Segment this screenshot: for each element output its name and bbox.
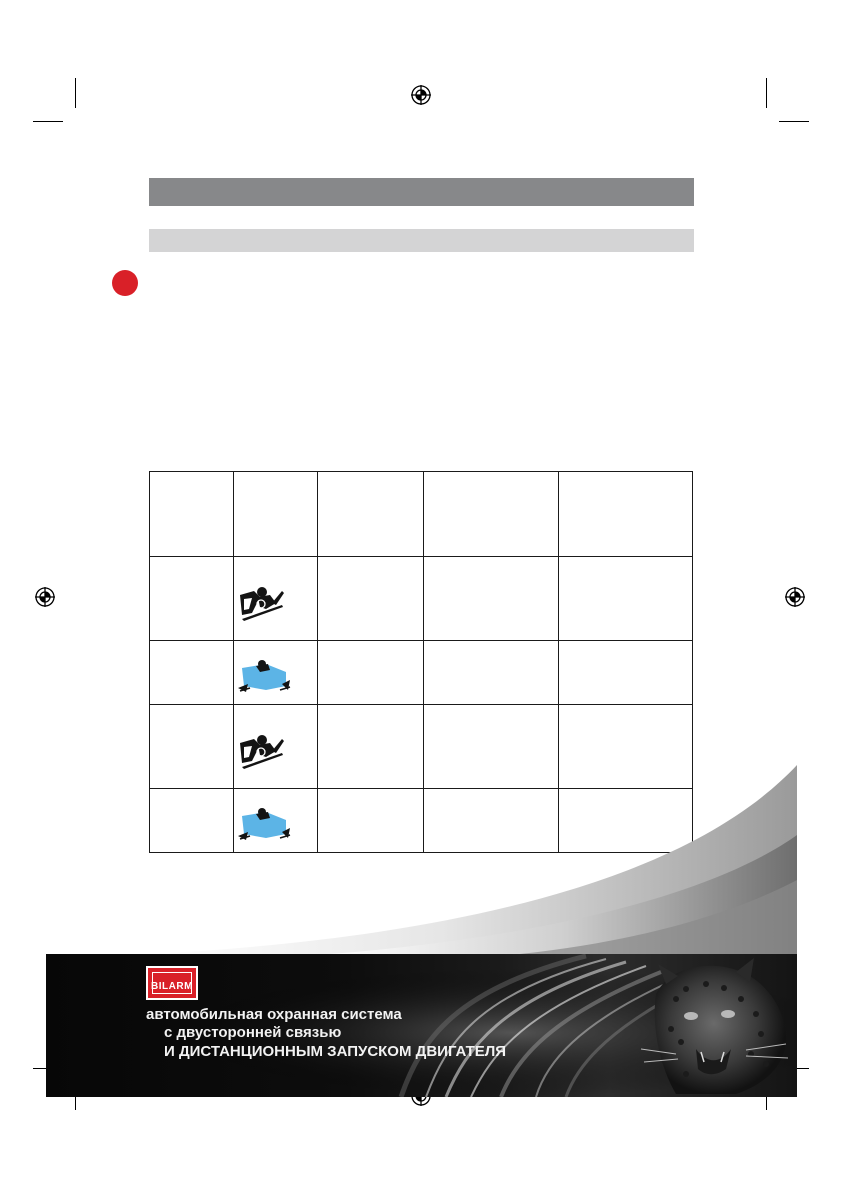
logo-text: BILARM	[151, 981, 193, 992]
table-header-cell	[559, 472, 693, 557]
table-cell	[150, 641, 234, 705]
tagline-line-2: с двусторонней связью	[164, 1024, 342, 1041]
table-row	[150, 557, 693, 641]
table-header-cell	[424, 472, 559, 557]
table-header-row	[150, 472, 693, 557]
section-header-bar	[149, 178, 694, 206]
table-header-cell	[150, 472, 234, 557]
registration-mark-icon	[784, 586, 806, 608]
registration-mark-icon	[34, 586, 56, 608]
table-cell	[559, 641, 693, 705]
warning-bullet-icon	[112, 270, 138, 296]
car-thief-icon	[236, 583, 288, 623]
table-header-cell	[234, 472, 318, 557]
tagline-line-3: И ДИСТАНЦИОННЫМ ЗАПУСКОМ ДВИГАТЕЛЯ	[164, 1043, 507, 1060]
table-cell	[318, 641, 424, 705]
table-cell	[318, 557, 424, 641]
tagline-line-1: автомобильная охранная система	[146, 1006, 402, 1023]
table-cell	[424, 557, 559, 641]
brand-banner	[46, 954, 797, 1097]
decorative-swoosh	[0, 740, 842, 960]
table-cell	[234, 641, 318, 705]
table-cell	[150, 557, 234, 641]
brand-logo	[146, 966, 198, 1000]
table-row	[150, 641, 693, 705]
table-header-cell	[318, 472, 424, 557]
table-cell	[234, 557, 318, 641]
subsection-header-bar	[149, 229, 694, 252]
table-cell	[424, 641, 559, 705]
crop-mark	[779, 121, 809, 122]
table-cell	[559, 557, 693, 641]
crop-mark	[33, 121, 63, 122]
car-break-icon	[236, 658, 292, 696]
leopard-image	[636, 954, 797, 1097]
crop-mark	[766, 78, 767, 108]
registration-mark-icon	[410, 84, 432, 106]
crop-mark	[75, 78, 76, 108]
